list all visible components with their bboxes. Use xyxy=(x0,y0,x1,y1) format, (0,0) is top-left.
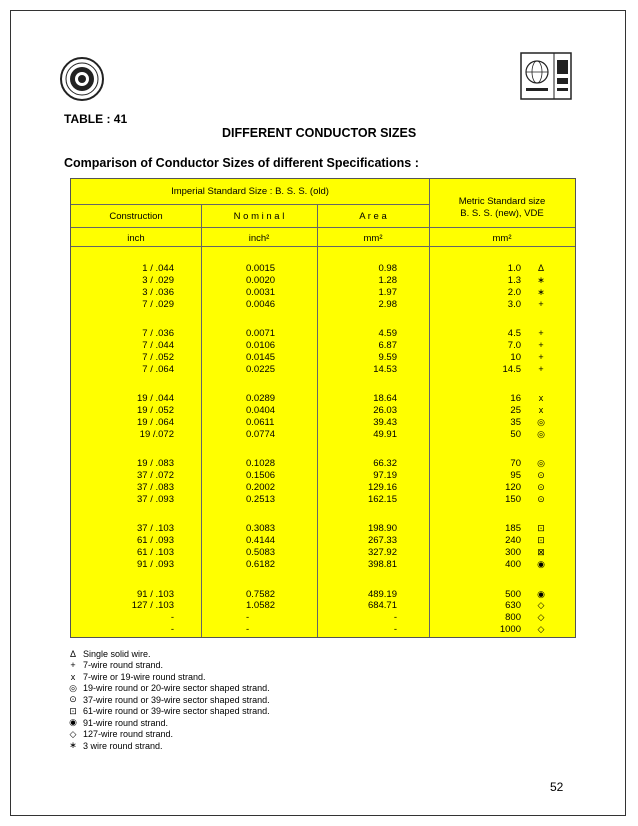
cell-construction: 37 / .072 xyxy=(137,470,174,482)
cell-strand-symbol: ◎ xyxy=(537,417,545,427)
cell-metric-mm2: 300 xyxy=(505,547,521,559)
cell-construction: 7 / .064 xyxy=(142,363,174,375)
cell-strand-symbol: ⊙ xyxy=(537,470,545,481)
cell-metric-mm2: 3.0 xyxy=(507,298,521,310)
cell-area-mm2: 398.81 xyxy=(367,559,397,571)
cell-construction: 91 / .093 xyxy=(137,559,174,571)
cell-area-mm2: 39.43 xyxy=(373,417,397,428)
legend-text: 3 wire round strand. xyxy=(83,740,163,751)
cell-area-mm2: 198.90 xyxy=(367,523,397,535)
legend-text: 19-wire round or 20-wire sector shaped strand. xyxy=(83,683,270,694)
cell-metric-mm2: 14.5 xyxy=(502,363,521,375)
cell-construction: 19 / .083 xyxy=(137,458,174,470)
cell-construction: 61 / .103 xyxy=(137,547,174,559)
cell-area-mm2: 9.59 xyxy=(378,351,397,363)
cell-strand-symbol: ⊙ xyxy=(537,482,545,493)
cell-metric-mm2: 500 xyxy=(505,588,521,600)
legend-text: Single solid wire. xyxy=(83,648,151,659)
legend-item xyxy=(66,729,270,741)
cell-area-mm2: 129.16 xyxy=(367,482,397,494)
cell-metric-mm2: 95 xyxy=(510,470,521,482)
cell-metric-mm2: 240 xyxy=(505,535,521,547)
cell-nominal-inch2: 0.0046 xyxy=(246,298,276,310)
cell-construction: 7 / .052 xyxy=(142,351,174,363)
cell-strand-symbol: ∗ xyxy=(537,274,545,285)
cell-nominal-inch2: 0.0404 xyxy=(246,405,276,417)
legend-symbol: ⊙ xyxy=(69,694,77,705)
cell-nominal-inch2: 0.0015 xyxy=(246,263,276,274)
legend-item xyxy=(66,671,270,683)
cell-nominal-inch2: 0.0225 xyxy=(246,363,276,375)
cell-construction: 1 / .044 xyxy=(142,263,174,274)
cell-strand-symbol: x xyxy=(538,405,544,416)
cell-area-mm2: 6.87 xyxy=(378,340,397,351)
header-rule-2 xyxy=(71,227,575,228)
cell-nominal-inch2: 1.0582 xyxy=(246,600,276,612)
legend-symbol: ◇ xyxy=(69,728,77,739)
legend-symbol: Δ xyxy=(69,648,76,659)
cell-construction: 7 / .029 xyxy=(142,298,174,310)
cell-area-mm2: 66.32 xyxy=(373,458,397,470)
cell-construction: 7 / .036 xyxy=(142,328,174,340)
cell-area-mm2: 4.59 xyxy=(378,328,397,340)
cell-area-mm2: 14.53 xyxy=(373,363,397,375)
cell-metric-mm2: 1.0 xyxy=(507,263,521,274)
cell-area-mm2: 684.71 xyxy=(367,600,397,612)
cell-nominal-inch2: 0.4144 xyxy=(246,535,276,547)
cell-nominal-inch2: - xyxy=(246,624,250,636)
legend-item xyxy=(66,717,270,729)
metric-header-line2: B. S. S. (new), VDE xyxy=(460,208,544,219)
cell-nominal-inch2: 0.2513 xyxy=(246,494,276,505)
legend xyxy=(66,648,270,752)
table-subtitle: Comparison of Conductor Sizes of different Specifications : xyxy=(64,156,419,170)
cell-nominal-inch2: - xyxy=(246,612,250,624)
cell-metric-mm2: 185 xyxy=(505,523,521,535)
cell-construction: 19 / .064 xyxy=(137,417,174,428)
cell-area-mm2: 1.28 xyxy=(378,274,397,286)
page-title: DIFFERENT CONDUCTOR SIZES xyxy=(222,126,417,140)
unit-mm2: mm² xyxy=(363,233,383,244)
cell-nominal-inch2: 0.0106 xyxy=(246,340,276,351)
cell-strand-symbol: + xyxy=(538,328,544,339)
cell-strand-symbol: ◎ xyxy=(537,458,545,469)
cell-metric-mm2: 7.0 xyxy=(507,340,521,351)
cell-metric-mm2: 50 xyxy=(510,428,521,440)
conductor-size-table xyxy=(70,178,576,638)
cell-area-mm2: 1.97 xyxy=(378,286,397,298)
unit-inch2: inch² xyxy=(248,233,270,244)
cell-nominal-inch2: 0.1028 xyxy=(246,458,276,470)
legend-item xyxy=(66,660,270,672)
cell-metric-mm2: 630 xyxy=(505,600,521,612)
cell-metric-mm2: 120 xyxy=(505,482,521,494)
legend-item xyxy=(66,706,270,718)
cell-strand-symbol: ◇ xyxy=(537,624,545,635)
cell-metric-mm2: 10 xyxy=(510,351,521,363)
legend-symbol: + xyxy=(70,660,76,671)
header-rule-1 xyxy=(71,204,429,205)
unit-inch: inch xyxy=(127,233,145,244)
cell-strand-symbol: ∗ xyxy=(537,286,545,297)
cell-construction: 91 / .103 xyxy=(137,588,174,600)
page-number: 52 xyxy=(550,780,564,794)
cell-construction: 19 / .044 xyxy=(137,393,174,405)
cell-area-mm2: 49.91 xyxy=(373,428,397,440)
legend-text: 61-wire round or 39-wire sector shaped strand. xyxy=(83,706,270,717)
cell-strand-symbol: ⊠ xyxy=(537,547,545,558)
construction-header: Construction xyxy=(109,211,163,222)
cell-area-mm2: 327.92 xyxy=(367,547,397,559)
nominal-header: N o m i n a l xyxy=(233,211,285,222)
legend-item xyxy=(66,740,270,752)
cell-nominal-inch2: 0.0071 xyxy=(246,328,276,340)
cell-nominal-inch2: 0.7582 xyxy=(246,588,276,600)
legend-item xyxy=(66,683,270,695)
cell-metric-mm2: 70 xyxy=(510,458,521,470)
divider-construction xyxy=(201,204,202,637)
cell-nominal-inch2: 0.3083 xyxy=(246,523,276,535)
legend-symbol: ◎ xyxy=(69,682,77,693)
cell-construction: 127 / .103 xyxy=(131,600,174,612)
cell-strand-symbol: + xyxy=(538,340,544,350)
cell-strand-symbol: x xyxy=(538,393,544,404)
legend-symbol: ◉ xyxy=(69,717,77,728)
certification-seal-logo xyxy=(59,56,105,102)
legend-symbol: ∗ xyxy=(69,740,77,751)
legend-text: 37-wire round or 39-wire sector shaped strand. xyxy=(83,694,270,705)
cell-construction: 19 / .052 xyxy=(137,405,174,417)
cell-area-mm2: 0.98 xyxy=(378,263,397,274)
legend-symbol: x xyxy=(70,671,76,682)
cell-metric-mm2: 16 xyxy=(510,393,521,405)
cell-metric-mm2: 25 xyxy=(510,405,521,417)
area-header: A r e a xyxy=(359,211,387,222)
cell-construction: 61 / .093 xyxy=(137,535,174,547)
cell-metric-mm2: 2.0 xyxy=(507,286,521,298)
cell-area-mm2: 2.98 xyxy=(378,298,397,310)
imperial-header: Imperial Standard Size : B. S. S. (old) xyxy=(171,186,329,197)
cell-strand-symbol: + xyxy=(538,363,544,374)
cell-construction: 37 / .093 xyxy=(137,494,174,505)
cell-nominal-inch2: 0.1506 xyxy=(246,470,276,482)
cell-strand-symbol: ⊡ xyxy=(537,535,545,546)
cell-nominal-inch2: 0.0145 xyxy=(246,351,276,363)
legend-text: 91-wire round strand. xyxy=(83,717,169,728)
cell-strand-symbol: ◉ xyxy=(537,588,545,599)
cell-construction: 3 / .029 xyxy=(142,274,174,286)
cell-construction: - xyxy=(170,612,174,624)
cell-construction: 37 / .103 xyxy=(137,523,174,535)
cell-metric-mm2: 1000 xyxy=(499,624,521,636)
cell-strand-symbol: ◉ xyxy=(537,559,545,570)
cell-area-mm2: - xyxy=(393,624,397,636)
table-number: TABLE : 41 xyxy=(64,112,128,126)
cell-metric-mm2: 400 xyxy=(505,559,521,571)
cell-metric-mm2: 150 xyxy=(505,494,521,505)
legend-item xyxy=(66,648,270,660)
cell-nominal-inch2: 0.0611 xyxy=(246,417,275,428)
cell-construction: 3 / .036 xyxy=(142,286,174,298)
cell-strand-symbol: ◎ xyxy=(537,428,545,439)
cell-construction: 7 / .044 xyxy=(142,340,174,351)
cell-metric-mm2: 800 xyxy=(505,612,521,624)
cell-strand-symbol: ⊙ xyxy=(537,494,545,504)
cell-strand-symbol: ⊡ xyxy=(537,523,545,534)
metric-header-line1: Metric Standard size xyxy=(458,196,546,207)
legend-symbol: ⊡ xyxy=(69,705,77,716)
legend-text: 7-wire round strand. xyxy=(83,660,164,671)
cell-nominal-inch2: 0.0289 xyxy=(246,393,276,405)
cell-metric-mm2: 4.5 xyxy=(507,328,521,340)
cell-area-mm2: 267.33 xyxy=(367,535,397,547)
cell-area-mm2: 489.19 xyxy=(367,588,397,600)
header-rule-3 xyxy=(71,246,575,247)
cell-strand-symbol: + xyxy=(538,351,544,362)
legend-item xyxy=(66,694,270,706)
cell-area-mm2: 162.15 xyxy=(367,494,397,505)
globe-certification-logo xyxy=(520,52,572,100)
cell-nominal-inch2: 0.0774 xyxy=(246,428,276,440)
cell-area-mm2: - xyxy=(393,612,397,624)
cell-strand-symbol: ◇ xyxy=(537,600,545,611)
cell-area-mm2: 26.03 xyxy=(373,405,397,417)
cell-strand-symbol: Δ xyxy=(537,263,544,273)
cell-construction: 37 / .083 xyxy=(137,482,174,494)
cell-nominal-inch2: 0.0020 xyxy=(246,274,276,286)
cell-construction: 19 /.072 xyxy=(139,428,174,440)
cell-area-mm2: 97.19 xyxy=(373,470,397,482)
cell-nominal-inch2: 0.2002 xyxy=(246,482,276,494)
cell-construction: - xyxy=(170,624,174,636)
cell-area-mm2: 18.64 xyxy=(373,393,397,405)
legend-text: 127-wire round strand. xyxy=(83,729,174,740)
cell-metric-mm2: 1.3 xyxy=(507,274,521,286)
cell-nominal-inch2: 0.0031 xyxy=(246,286,276,298)
cell-metric-mm2: 35 xyxy=(510,417,521,428)
cell-strand-symbol: + xyxy=(538,298,544,309)
cell-nominal-inch2: 0.5083 xyxy=(246,547,276,559)
unit-mm2-metric: mm² xyxy=(492,233,512,244)
cell-strand-symbol: ◇ xyxy=(537,612,545,623)
cell-nominal-inch2: 0.6182 xyxy=(246,559,276,571)
legend-text: 7-wire or 19-wire round strand. xyxy=(83,671,206,682)
